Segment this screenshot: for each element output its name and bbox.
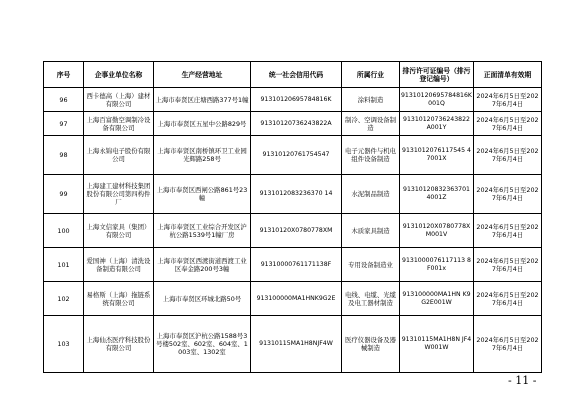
cell-address: 上海市奉贤区庄塘西路377号1幢 <box>154 88 251 112</box>
cell-credit-code: 913100000MA1HNK9G2E <box>251 282 342 316</box>
cell-address: 上海市奉贤区西闸公路861号23幢 <box>154 175 251 214</box>
cell-serial: 103 <box>44 316 84 373</box>
cell-validity: 2024年6月5日至2027年6月4日 <box>474 316 542 373</box>
header-validity: 正面清单有效期 <box>474 62 542 88</box>
cell-serial: 96 <box>44 88 84 112</box>
cell-address: 上海市奉贤区沪杭公路1588号3号楼502室、602室、604室、1003室、1302室 <box>154 316 251 373</box>
table-row <box>44 316 542 373</box>
cell-industry: 涂料制造 <box>342 88 400 112</box>
cell-permit-number: 91310120695784816K001Q <box>400 88 474 112</box>
cell-validity: 2024年6月5日至2027年6月4日 <box>474 88 542 112</box>
cell-serial: 99 <box>44 175 84 214</box>
header-permit-number: 排污许可证编号（排污登记编号） <box>400 62 474 88</box>
cell-validity: 2024年6月5日至2027年6月4日 <box>474 282 542 316</box>
cell-company-name: 上海百富勤空调制冷设备有限公司 <box>84 112 154 136</box>
cell-company-name: 爱国神（上海）清洗设备制造有限公司 <box>84 248 154 282</box>
cell-validity: 2024年6月5日至2027年6月4日 <box>474 136 542 175</box>
header-address: 生产经营地址 <box>154 62 251 88</box>
cell-company-name: 上海文信家具（集团）有限公司 <box>84 214 154 248</box>
cell-credit-code: 91310000761171138F <box>251 248 342 282</box>
cell-credit-code: 91310120X0780778XM <box>251 214 342 248</box>
table-header-row <box>44 62 542 88</box>
enterprise-list-table <box>43 61 542 373</box>
table-row <box>44 136 542 175</box>
cell-credit-code: 91310115MA1H8NJF4W <box>251 316 342 373</box>
cell-address: 上海市奉贤区工业综合开发区沪杭公路1539号1幢厂房 <box>154 214 251 248</box>
cell-serial: 98 <box>44 136 84 175</box>
cell-address: 上海市奉贤区环城北路50号 <box>154 282 251 316</box>
header-industry: 所属行业 <box>342 62 400 88</box>
cell-validity: 2024年6月5日至2027年6月4日 <box>474 214 542 248</box>
table-row <box>44 112 542 136</box>
cell-industry: 水泥制品制造 <box>342 175 400 214</box>
cell-industry: 专用设备制造业 <box>342 248 400 282</box>
table-row <box>44 214 542 248</box>
cell-permit-number: 913100000MA1HN K9G2E001W <box>400 282 474 316</box>
table-row <box>44 282 542 316</box>
cell-permit-number: 91310120X0780778XM001V <box>400 214 474 248</box>
cell-address: 上海市奉贤区西渡街道西渡工业区奉金路200号3幢 <box>154 248 251 282</box>
cell-permit-number: 9131000076117113 8F001x <box>400 248 474 282</box>
cell-serial: 97 <box>44 112 84 136</box>
cell-validity: 2024年6月5日至2027年6月4日 <box>474 112 542 136</box>
cell-credit-code: 91310120761754547 <box>251 136 342 175</box>
cell-permit-number: 9131012076117545 47001X <box>400 136 474 175</box>
header-credit-code: 统一社会信用代码 <box>251 62 342 88</box>
cell-credit-code: 91310120695784816K <box>251 88 342 112</box>
table-row <box>44 175 542 214</box>
cell-credit-code: 9131012083236370 14 <box>251 175 342 214</box>
cell-validity: 2024年6月5日至2027年6月4日 <box>474 175 542 214</box>
cell-industry: 制冷、空调设备制造 <box>342 112 400 136</box>
header-serial: 序号 <box>44 62 84 88</box>
cell-validity: 2024年6月5日至2027年6月4日 <box>474 248 542 282</box>
cell-serial: 102 <box>44 282 84 316</box>
cell-address: 上海市奉贤区五星中公路829号 <box>154 112 251 136</box>
cell-serial: 101 <box>44 248 84 282</box>
cell-industry: 医疗仪器设备及器械制造 <box>342 316 400 373</box>
cell-serial: 100 <box>44 214 84 248</box>
cell-company-name: 西卡德高（上海）建材有限公司 <box>84 88 154 112</box>
cell-industry: 电子元器件与机电组件设备制造 <box>342 136 400 175</box>
cell-permit-number: 91310115MA1H8N JF4W001W <box>400 316 474 373</box>
header-company-name: 企事业单位名称 <box>84 62 154 88</box>
table-row <box>44 88 542 112</box>
cell-company-name: 易格斯（上海）拖链系统有限公司 <box>84 282 154 316</box>
table-row <box>44 248 542 282</box>
cell-company-name: 上海建工建材科技集团股份有限公司第四构件厂 <box>84 175 154 214</box>
cell-permit-number: 91310120832363701 4001Z <box>400 175 474 214</box>
cell-credit-code: 91310120736243822A <box>251 112 342 136</box>
cell-industry: 电线、电缆、光缆及电工器材制造 <box>342 282 400 316</box>
cell-address: 上海市奉贤区南桥镇环卫工业园光辉路258号 <box>154 136 251 175</box>
cell-industry: 木质家具制造 <box>342 214 400 248</box>
cell-company-name: 上海仙杰医疗科技股份有限公司 <box>84 316 154 373</box>
page-number: - 11 - <box>508 374 537 387</box>
cell-company-name: 上海永锦电子股份有限公司 <box>84 136 154 175</box>
cell-permit-number: 91310120736243822A001Y <box>400 112 474 136</box>
